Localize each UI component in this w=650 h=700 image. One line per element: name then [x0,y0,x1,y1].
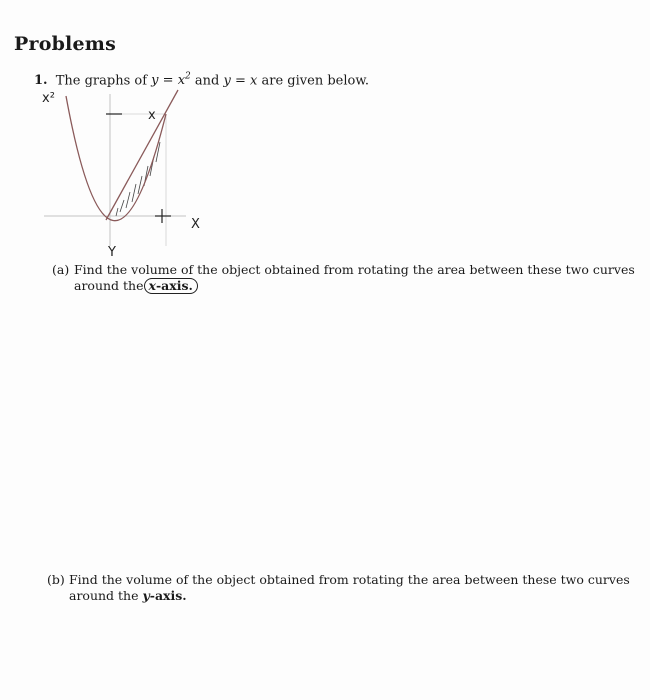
label-x-squared: x² [42,91,55,106]
part-a [52,262,635,294]
part-b-axis: y-axis. [142,588,187,603]
part-a-line2: around the [74,278,144,293]
shaded-region [116,142,160,216]
label-x-on-line: x [148,108,156,123]
line-y-equals-x [106,90,178,220]
equation-y-x-squared: $y = x^2$ [151,72,191,89]
problem-intro-end: are given below. [261,73,370,89]
part-b-line2: around the [69,588,139,603]
part-b-text: Find the volume of the object obtained from rotating the area between these two curves [69,572,630,587]
graph-figure [36,86,216,256]
conjunction-and: and [194,73,220,89]
part-a-axis-circled: x-axis. [144,278,198,294]
part-b-label: (b) [47,572,65,587]
part-a-text: Find the volume of the object obtained from rotating the area between these two curves [74,262,635,277]
equation-y-x: y = x [223,73,258,89]
section-title: Problems [14,33,116,55]
problem-intro: The graphs of [55,73,148,89]
part-a-label: (a) [52,262,70,277]
label-X-axis: X [191,217,200,232]
label-Y-axis: Y [108,245,116,256]
problem-number: 1. [34,73,48,89]
part-b [47,572,630,604]
